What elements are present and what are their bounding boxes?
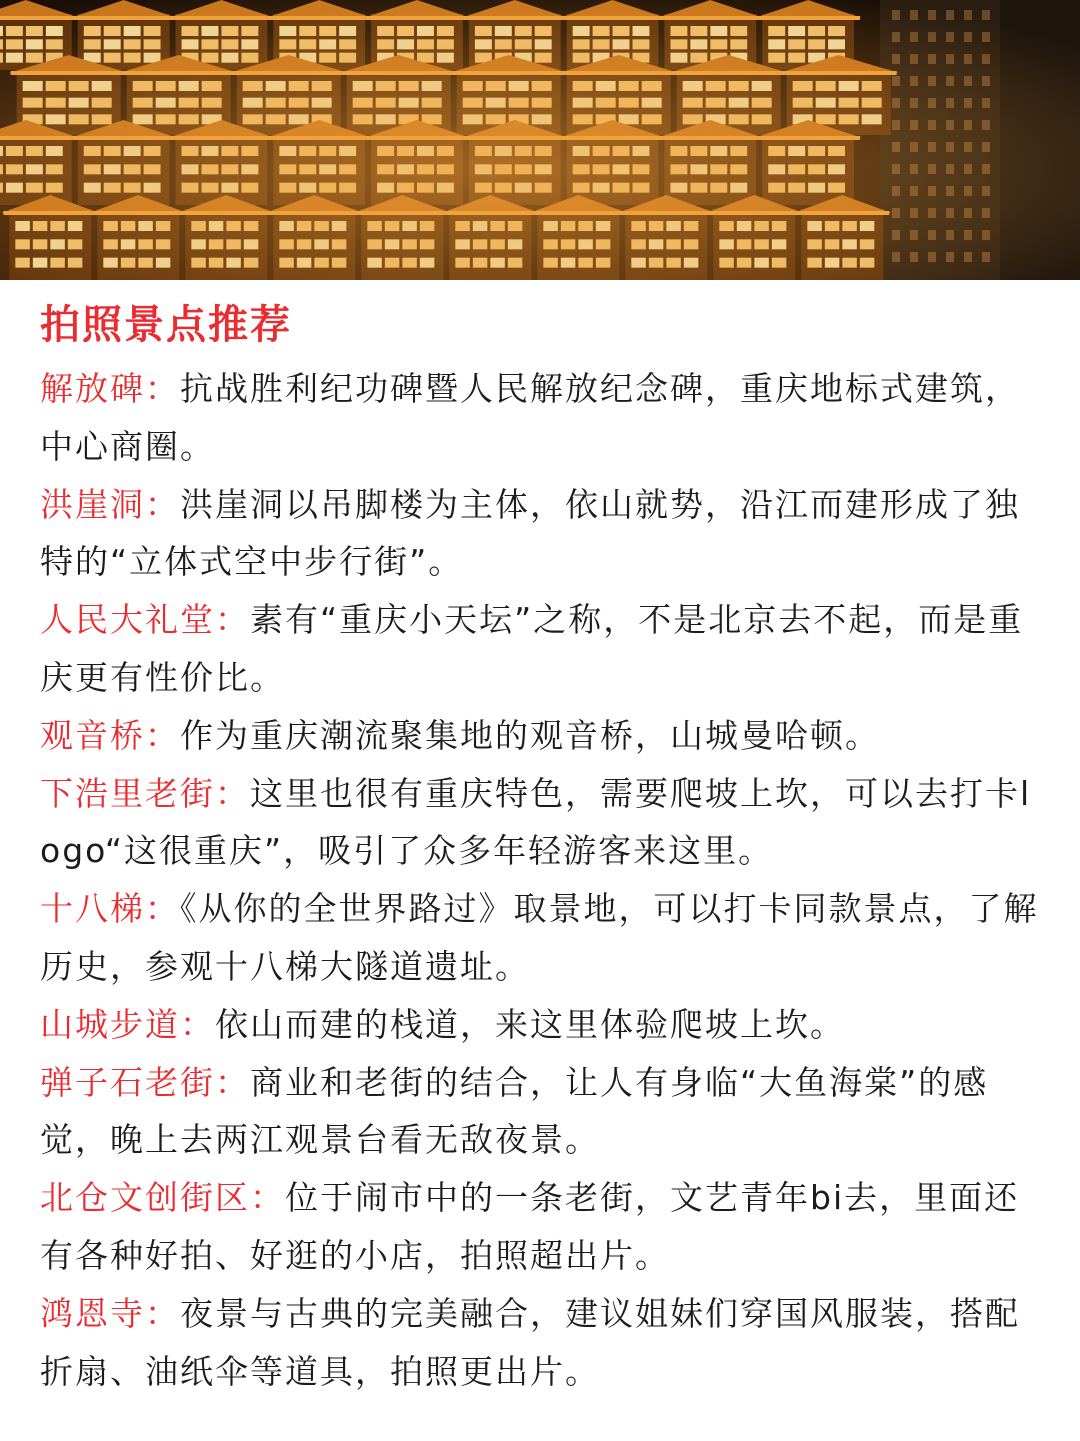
spot-name: 观音桥： bbox=[40, 715, 180, 755]
list-item bbox=[40, 476, 1050, 592]
spot-name: 洪崖洞： bbox=[40, 484, 180, 524]
article bbox=[40, 292, 1050, 1400]
list-item bbox=[40, 360, 1050, 476]
spot-description: 依山而建的栈道，来这里体验爬坡上坎。 bbox=[215, 1004, 845, 1044]
spot-description: 素有“重庆小天坛”之称，不是北京去不起，而是重庆更有性价比。 bbox=[40, 600, 1024, 697]
spot-description: 洪崖洞以吊脚楼为主体，依山就势，沿江而建形成了独特的“立体式空中步行街”。 bbox=[40, 484, 1020, 582]
spot-description: 抗战胜利纪功碑暨人民解放纪念碑，重庆地标式建筑，中心商圈。 bbox=[40, 369, 1020, 466]
spot-description: 商业和老街的结合，让人有身临“大鱼海棠”的感觉，晚上去两江观景台看无敌夜景。 bbox=[40, 1062, 989, 1160]
list-item bbox=[40, 996, 1050, 1054]
spot-name: 十八梯： bbox=[40, 889, 180, 929]
list-item bbox=[40, 591, 1050, 707]
article-title: 拍照景点推荐 bbox=[40, 302, 292, 348]
list-item bbox=[40, 1169, 1050, 1285]
list-item bbox=[40, 1285, 1050, 1401]
spot-name: 山城步道： bbox=[40, 1004, 215, 1044]
spot-description: 作为重庆潮流聚集地的观音桥，山城曼哈顿。 bbox=[180, 715, 880, 755]
spot-list bbox=[40, 360, 1050, 1400]
spot-name: 人民大礼堂： bbox=[40, 600, 250, 640]
spot-name: 鸿恩寺： bbox=[40, 1293, 180, 1333]
spot-name: 弹子石老街： bbox=[40, 1062, 250, 1102]
spot-name: 北仓文创街区： bbox=[40, 1178, 285, 1218]
spot-name: 解放碑： bbox=[40, 369, 180, 408]
spot-description: 这里也很有重庆特色，需要爬坡上坎，可以去打卡logo“这很重庆”，吸引了众多年轻游客来这里。 bbox=[40, 773, 1032, 871]
spot-description: 位于闹市中的一条老街，文艺青年bi去，里面还有各种好拍、好逛的小店，拍照超出片。 bbox=[40, 1178, 1020, 1275]
list-item bbox=[40, 880, 1050, 996]
spot-description: 《从你的全世界路过》取景地，可以打卡同款景点，了解历史，参观十八梯大隧道遗址。 bbox=[40, 889, 1039, 986]
spot-description: 夜景与古典的完美融合，建议姐妹们穿国风服装，搭配折扇、油纸伞等道具，拍照更出片。 bbox=[40, 1293, 1020, 1391]
spot-name: 下浩里老街： bbox=[40, 773, 250, 813]
header-photo bbox=[0, 0, 1080, 280]
list-item bbox=[40, 1054, 1050, 1170]
hongyadong-night-photo-icon bbox=[0, 0, 1080, 280]
list-item bbox=[40, 707, 1050, 765]
list-item bbox=[40, 765, 1050, 881]
